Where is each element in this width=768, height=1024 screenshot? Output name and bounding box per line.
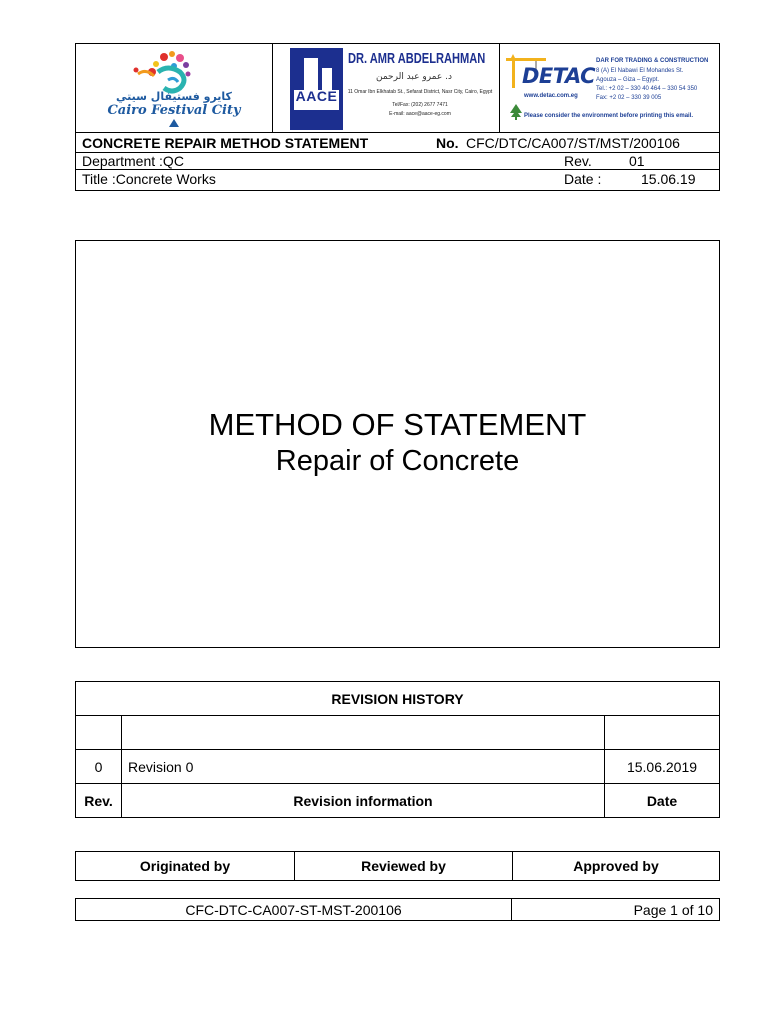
cover-title: METHOD OF STATEMENT <box>208 407 587 442</box>
revision-heading-row <box>76 682 719 716</box>
originated-by: Originated by <box>76 852 295 880</box>
revision-info-cell <box>122 716 605 749</box>
cover-subtitle: Repair of Concrete <box>275 445 520 477</box>
department: Department :QC <box>82 153 184 169</box>
reviewed-by: Reviewed by <box>295 852 513 880</box>
detac-tel: Tel.: +2 02 – 330 40 464 – 330 54 350 <box>596 86 698 92</box>
logo-row <box>76 44 719 133</box>
doc-no-label: No. <box>436 135 459 151</box>
document-header <box>75 43 720 191</box>
rev-cell: 0 <box>76 750 122 783</box>
doc-title: CONCRETE REPAIR METHOD STATEMENT <box>82 135 369 151</box>
aace-address: 11 Omar Ibn Elkhatab St., Sefarat District, Nasr City, Cairo, Egypt <box>347 89 493 95</box>
detac-brand-name: DETAC <box>522 64 595 88</box>
revision-info-column-header: Revision information <box>122 784 605 817</box>
doc-no-value: CFC/DTC/CA007/ST/MST/200106 <box>466 135 680 151</box>
rev-column-header: Rev. <box>76 784 122 817</box>
detac-fax: Fax: +2 02 – 330 39 005 <box>596 95 662 101</box>
footer-doc-code: CFC-DTC-CA007-ST-MST-200106 <box>76 899 512 920</box>
aace-name: DR. AMR ABDELRAHMAN <box>348 50 486 67</box>
signature-table <box>75 851 720 881</box>
detac-address-2: Agouza – Giza – Egypt. <box>596 77 660 83</box>
date-label: Date : <box>564 171 602 187</box>
revision-history-heading: REVISION HISTORY <box>331 690 464 707</box>
table-row <box>76 750 719 784</box>
revision-history-table <box>75 681 720 818</box>
header-row-title <box>76 133 719 153</box>
rev-cell <box>76 716 122 749</box>
header-row-title-date <box>76 170 719 190</box>
aace-telfax: Tel/Fax: (202) 2677 7471 <box>392 102 448 108</box>
detac-address-1: 8 (A) El Nabawi El Mohandes St. <box>596 68 684 74</box>
rev-label: Rev. <box>564 153 592 169</box>
rev-value: 01 <box>629 153 645 169</box>
title-field: Title :Concrete Works <box>82 171 216 187</box>
detac-env-note: Please consider the environment before printing this email. <box>524 113 694 119</box>
date-column-header: Date <box>646 792 678 809</box>
revision-date-cell: 15.06.2019 <box>626 758 698 775</box>
table-row <box>76 716 719 750</box>
date-value: 15.06.19 <box>641 171 696 187</box>
detac-company: DAR FOR TRADING & CONSTRUCTION <box>596 58 709 64</box>
header-row-department <box>76 153 719 170</box>
aace-abbr: AACE <box>295 88 338 104</box>
document-footer <box>75 898 720 921</box>
revision-date-cell <box>605 716 719 749</box>
footer-page-number: Page 1 of 10 <box>633 901 713 918</box>
cfc-brand-name: Cairo Festival City <box>107 103 241 118</box>
cfc-logo-cell <box>76 44 273 132</box>
cfc-small-mark-icon <box>169 119 179 127</box>
cfc-arabic-name: كايرو فستيفال سيتي <box>116 90 232 103</box>
cover-title-box <box>75 240 720 648</box>
environment-tree-icon <box>510 104 522 120</box>
revision-info-cell: Revision 0 <box>122 750 605 783</box>
aace-arabic-name: د. عمرو عبد الرحمن <box>376 72 452 82</box>
aace-email: E-mail: aace@aace-eg.com <box>389 111 451 117</box>
approved-by: Approved by <box>573 858 659 874</box>
aace-logo-cell <box>273 44 500 132</box>
revision-column-header-row <box>76 784 719 817</box>
detac-logo-cell <box>500 44 719 132</box>
detac-website: www.detac.com.eg <box>524 93 578 99</box>
